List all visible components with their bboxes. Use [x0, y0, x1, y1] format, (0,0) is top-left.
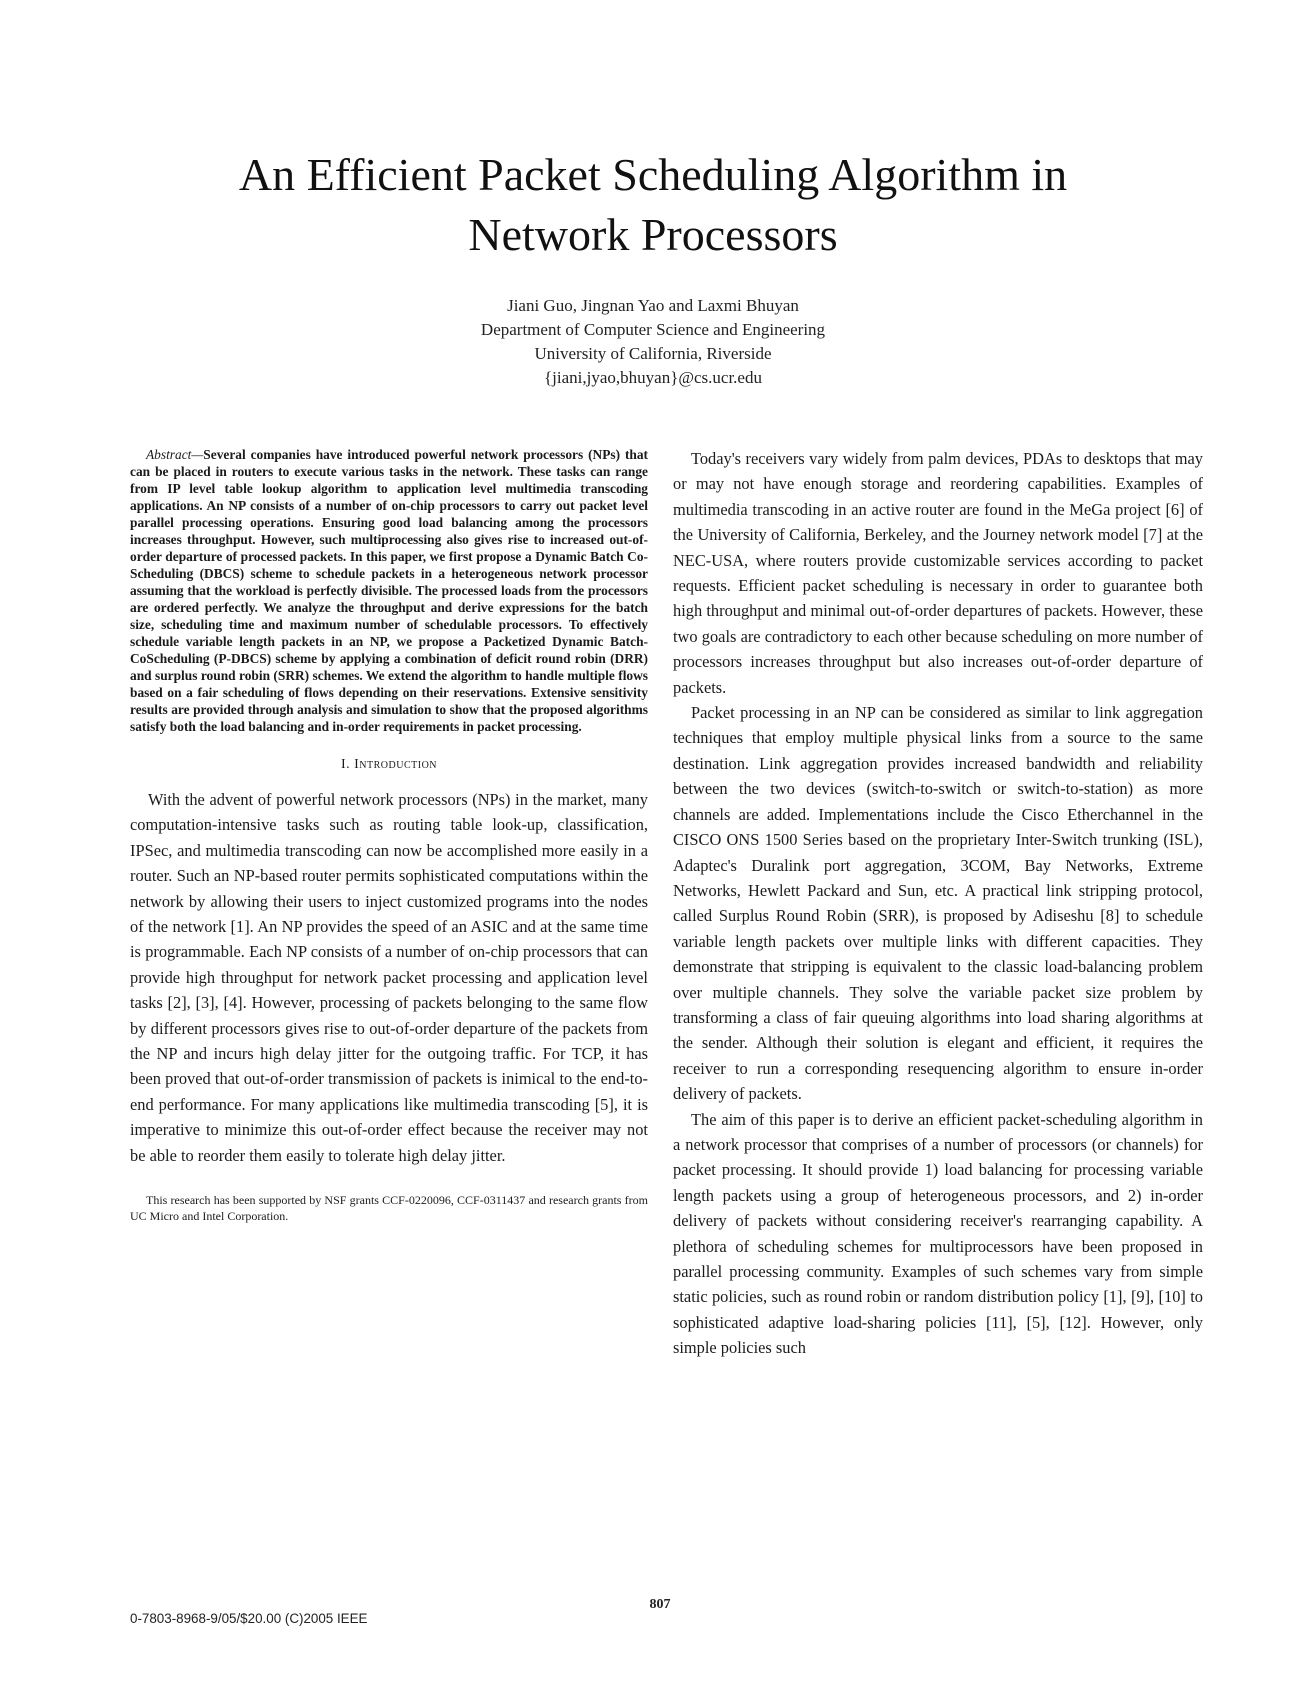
paper-title — [100, 145, 1206, 265]
author-email: {jiani,jyao,bhuyan}@cs.ucr.edu — [544, 368, 762, 387]
abstract-label: Abstract— — [146, 447, 204, 462]
title-line-1: An Efficient Packet Scheduling Algorithm in — [238, 149, 1068, 200]
copyright-notice: 0-7803-8968-9/05/$20.00 (C)2005 IEEE — [130, 1611, 368, 1626]
author-names: Jiani Guo, Jingnan Yao and Laxmi Bhuyan — [507, 296, 799, 315]
affiliation-department: Department of Computer Science and Engineering — [480, 320, 826, 339]
abstract — [130, 446, 648, 735]
affiliation-university: University of California, Riverside — [534, 344, 772, 363]
left-column — [130, 446, 648, 1236]
abstract-text: Several companies have introduced powerful network processors (NPs) that can be placed in routers to execute various tasks in the network. These tasks can range from IP level table lookup algorithm to application level multimedia transcoding applications. An NP consists of a number of on-chip processors to carry out packet level parallel processing operations. Ensuring good load balancing among the processors increases throughput. However, such multiprocessing also gives rise to increased out-of-order departure of processed packets. In this paper, we first propose a Dynamic Batch Co-Scheduling (DBCS) scheme to schedule packets in a heterogeneous network processor assuming that the workload is perfectly divisible. The processed loads from the processors are ordered perfectly. We analyze the throughput and derive expressions for the batch size, scheduling time and maximum number of schedulable processors. To effectively schedule variable length packets in an NP, we propose a Packetized Dynamic Batch-CoScheduling (P-DBCS) scheme by applying a combination of deficit round robin (DRR) and surplus round robin (SRR) schemes. We extend the algorithm to handle multiple flows based on a fair scheduling of flows depending on their reservations. Extensive sensitivity results are provided through analysis and simulation to show that the proposed algorithms satisfy both the load balancing and in-order requirements in packet processing. — [130, 447, 648, 734]
right-paragraph-1: Today's receivers vary widely from palm devices, PDAs to desktops that may or may not have enough storage and reordering capabilities. Examples of multimedia transcoding in an active router are found in the MeGa project [6] of the University of California, Berkeley, and the Journey network model [7] at the NEC-USA, where routers provide customizable services according to packet requests. Efficient packet scheduling is necessary in order to guarantee both high throughput and minimal out-of-order departures of packets. However, these two goals are contradictory to each other because scheduling on more number of processors increases throughput but also increases out-of-order departure of packets. — [673, 449, 1203, 697]
author-block — [200, 294, 1106, 390]
right-column — [673, 446, 1203, 1361]
introduction-paragraph-1: With the advent of powerful network processors (NPs) in the market, many computation-intensive tasks such as routing table look-up, classification, IPSec, and multimedia transcoding can now be accomplished more easily in a router. Such an NP-based router permits sophisticated computations within the network by allowing their users to inject customized programs into the nodes of the network [1]. An NP provides the speed of an ASIC and at the same time is programmable. Each NP consists of a number of on-chip processors that can provide high throughput for network packet processing and application level tasks [2], [3], [4]. However, processing of packets belonging to the same flow by different processors gives rise to out-of-order departure of the packets from the NP and incurs high delay jitter for the outgoing traffic. For TCP, it has been proved that out-of-order transmission of packets is inimical to the end-to-end performance. For many applications like multimedia transcoding [5], it is imperative to minimize this out-of-order effect because the receiver may not be able to reorder them easily to tolerate high delay jitter. — [130, 790, 648, 1165]
footnote: This research has been supported by NSF grants CCF-0220096, CCF-0311437 and research grants from UC Micro and Intel Corporation. — [130, 1193, 648, 1224]
title-line-2: Network Processors — [468, 209, 838, 260]
right-paragraph-2: Packet processing in an NP can be considered as similar to link aggregation techniques that employ multiple physical links from a source to the same destination. Link aggregation provides increased bandwidth and reliability between the two devices (switch-to-switch or switch-to-station) as more channels are added. Implementations include the Cisco Etherchannel in the CISCO ONS 1500 Series based on the proprietary Inter-Switch trunking (ISL), Adaptec's Duralink port aggregation, 3COM, Bay Networks, Extreme Networks, Hewlett Packard and Sun, etc. A practical link stripping protocol, called Surplus Round Robin (SRR), is proposed by Adiseshu [8] to schedule variable length packets over multiple links with different capacities. They demonstrate that stripping is equivalent to the classic load-balancing problem over multiple channels. They solve the variable packet size problem by transforming a class of fair queuing algorithms into load sharing algorithms at the sender. Although their solution is elegant and efficient, it requires the receiver to run a corresponding resequencing algorithm to ensure in-order delivery of packets. — [673, 703, 1203, 1104]
right-paragraph-3: The aim of this paper is to derive an efficient packet-scheduling algorithm in a network processor that comprises of a number of processors (or channels) for packet processing. It should provide 1) load balancing for processing variable length packets using a group of heterogeneous processors, and 2) in-order delivery of packets without considering receiver's rearranging capability. A plethora of scheduling schemes for multiprocessors have been proposed in parallel processing community. Examples of such schemes vary from simple static policies, such as round robin or random distribution policy [1], [9], [10] to sophisticated adaptive load-sharing policies [11], [5], [12]. However, only simple policies such — [673, 1109, 1203, 1358]
section-heading-introduction: I. Introduction — [340, 757, 438, 772]
page-number: 807 — [649, 1597, 671, 1612]
